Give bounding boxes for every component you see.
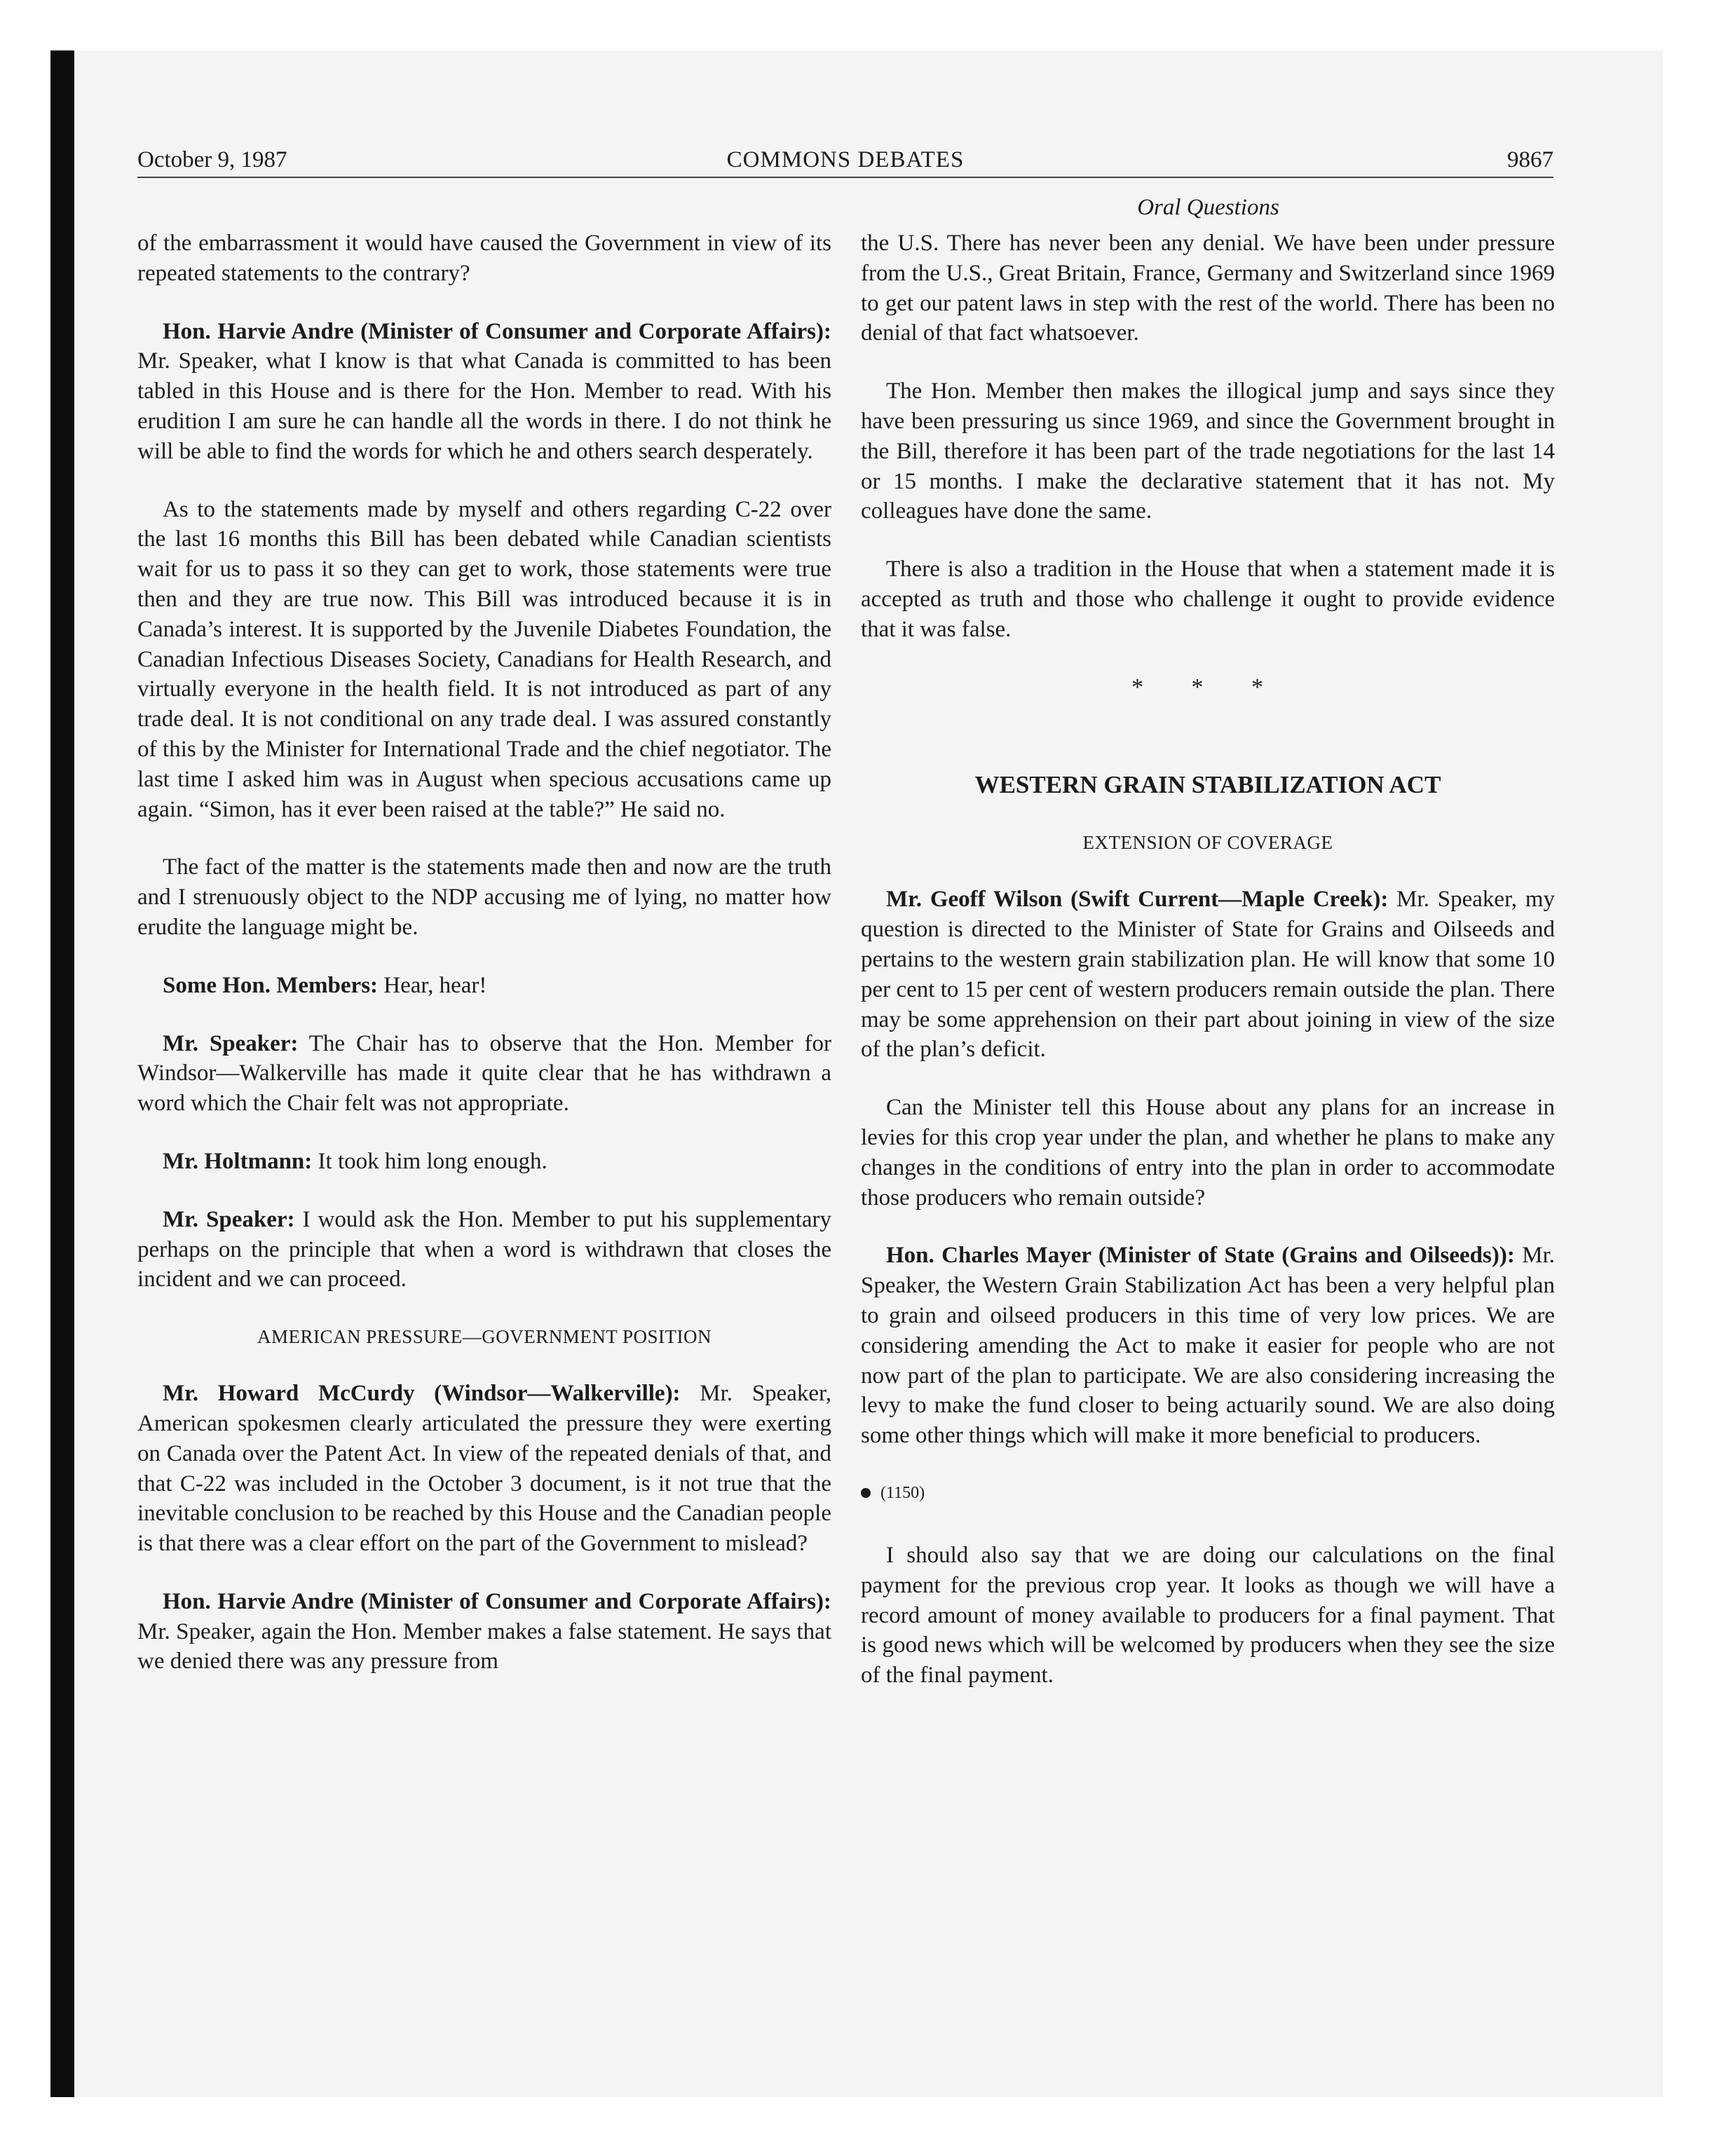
speaker-name: Hon. Harvie Andre (Minister of Consumer and Corporate Affairs): (163, 1588, 831, 1614)
topic-subheading: EXTENSION OF COVERAGE (1082, 832, 1333, 854)
header-publication: COMMONS DEBATES (726, 147, 965, 172)
paragraph: of the embarrassment it would have caused the Government in view of its repeated statements to the contrary? (137, 231, 831, 286)
paragraph: Mr. Geoff Wilson (Swift Current—Maple Creek): Mr. Speaker, my question is directed to the Minister of State for Grains and Oilseeds and pertains to the western grain stabilization plan. He will know that some 10 per cent to 15 per cent of western producers remain outside the plan. There may be some apprehension on their part about joining in view of the size of the plan’s deficit. (861, 887, 1555, 1063)
header-page-number: 9867 (1507, 147, 1553, 172)
paragraph: Mr. Howard McCurdy (Windsor—Walkerville): Mr. Speaker, American spokesmen clearly articulated the pressure they were exerting on Canada over the Patent Act. In view of the repeated denials of that, and that C-22 was included in the October 3 document, is it not true that the inevitable conclusion to be reached by this House and the Canadian people is that there was a clear effort on the part of the Government to mislead? (137, 1381, 831, 1557)
right-column (861, 228, 1555, 1719)
time-marker-text: (1150) (880, 1483, 925, 1502)
speaker-name: Hon. Harvie Andre (Minister of Consumer and Corporate Affairs): (163, 318, 831, 344)
section-heading: Oral Questions (1137, 195, 1279, 220)
bullet-dot-icon (861, 1488, 871, 1498)
paragraph: Mr. Speaker: I would ask the Hon. Member to put his supplementary perhaps on the principle that when a word is withdrawn that closes the incident and we can proceed. (137, 1206, 831, 1292)
paragraph: Some Hon. Members: Hear, hear! (163, 972, 487, 998)
act-title-heading: WESTERN GRAIN STABILIZATION ACT (974, 771, 1441, 799)
speaker-name: Mr. Holtmann: (163, 1148, 313, 1174)
paragraph: The Hon. Member then makes the illogical jump and says since they have been pressuring us since 1969, and since the Government brought in the Bill, therefore it has been part of the trade negotiations for the last 14 or 15 months. I make the declarative statement that it has not. My colleagues have done the same. (861, 378, 1555, 524)
speaker-name: Some Hon. Members: (163, 972, 379, 998)
time-marker (861, 1479, 1555, 1507)
paragraph: I should also say that we are doing our calculations on the final payment for the previous crop year. It looks as though we will have a record amount of money available to producers for a final payment. That is good news which will be welcomed by producers when they see the size of the final payment. (861, 1542, 1555, 1688)
document-page (137, 137, 1556, 1911)
binding-edge (50, 50, 74, 2097)
paragraph: Hon. Harvie Andre (Minister of Consumer and Corporate Affairs): Mr. Speaker, what I know is that what Canada is committed to has been tabled in this House and is there for the Hon. Member to read. With his erudition I am sure he can handle all the words in there. I do not think he will be able to find the words for which he and others search desperately. (137, 318, 831, 464)
paragraph: Mr. Speaker: The Chair has to observe that the Hon. Member for Windsor—Walkerville has made it quite clear that he has withdrawn a word which the Chair felt was not appropriate. (137, 1030, 831, 1117)
left-column (137, 228, 831, 1705)
paragraph: Mr. Holtmann: It took him long enough. (163, 1148, 547, 1174)
speaker-name: Mr. Speaker: (163, 1030, 299, 1056)
paragraph: There is also a tradition in the House that when a statement made it is accepted as truth and those who challenge it ought to provide evidence that it was false. (861, 557, 1555, 642)
speaker-name: Hon. Charles Mayer (Minister of State (Grains and Oilseeds)): (886, 1243, 1515, 1269)
paragraph: As to the statements made by myself and others regarding C-22 over the last 16 months this Bill has been debated while Canadian scientists wait for us to pass it so they can get to work, those statements were true then and they are true now. This Bill was introduced because it is in Canada’s interest. It is supported by the Juvenile Diabetes Foundation, the Canadian Infectious Diseases Society, Canadians for Health Research, and virtually everyone in the health field. It is not introduced as part of any trade deal. It is not conditional on any trade deal. I was assured constantly of this by the Minister for International Trade and the chief negotiator. The last time I asked him was in August when specious accusations came up again. “Simon, has it ever been raised at the table?” He said no. (137, 496, 831, 822)
paragraph: the U.S. There has never been any denial. We have been under pressure from the U.S., Great Britain, France, Germany and Switzerland since 1969 to get our patent laws in step with the rest of the world. There has been no denial of that fact whatsoever. (861, 231, 1555, 346)
speaker-name: Mr. Howard McCurdy (Windsor—Walkerville): (163, 1381, 681, 1407)
speaker-name: Mr. Geoff Wilson (Swift Current—Maple Creek): (886, 887, 1389, 913)
header-date: October 9, 1987 (137, 147, 287, 172)
section-separator: * * * (1131, 674, 1284, 700)
paragraph: The fact of the matter is the statements made then and now are the truth and I strenuously object to the NDP accusing me of lying, no matter how erudite the language might be. (137, 854, 831, 940)
topic-subheading: AMERICAN PRESSURE—GOVERNMENT POSITION (257, 1326, 712, 1348)
running-header (137, 137, 1553, 178)
paragraph: Hon. Charles Mayer (Minister of State (Grains and Oilseeds)): Mr. Speaker, the Western Grain Stabilization Act has been a very helpful plan to grain and oilseed producers in this time of very low prices. We are considering amending the Act to make it easier for people who are not now part of the plan to participate. We are also considering increasing the levy to make the fund closer to being actuarily sound. We are also doing some other things which will make it more beneficial to producers. (861, 1243, 1556, 1449)
paragraph: Can the Minister tell this House about any plans for an increase in levies for this crop year under the plan, and whether he plans to make any changes in the conditions of entry into the plan in order to accommodate those producers who remain outside? (861, 1095, 1555, 1210)
speaker-name: Mr. Speaker: (163, 1206, 295, 1232)
two-column-body (137, 228, 1556, 1911)
paragraph: Hon. Harvie Andre (Minister of Consumer and Corporate Affairs): Mr. Speaker, again the Hon. Member makes a false statement. He says that we denied there was any pressure from (137, 1588, 831, 1674)
